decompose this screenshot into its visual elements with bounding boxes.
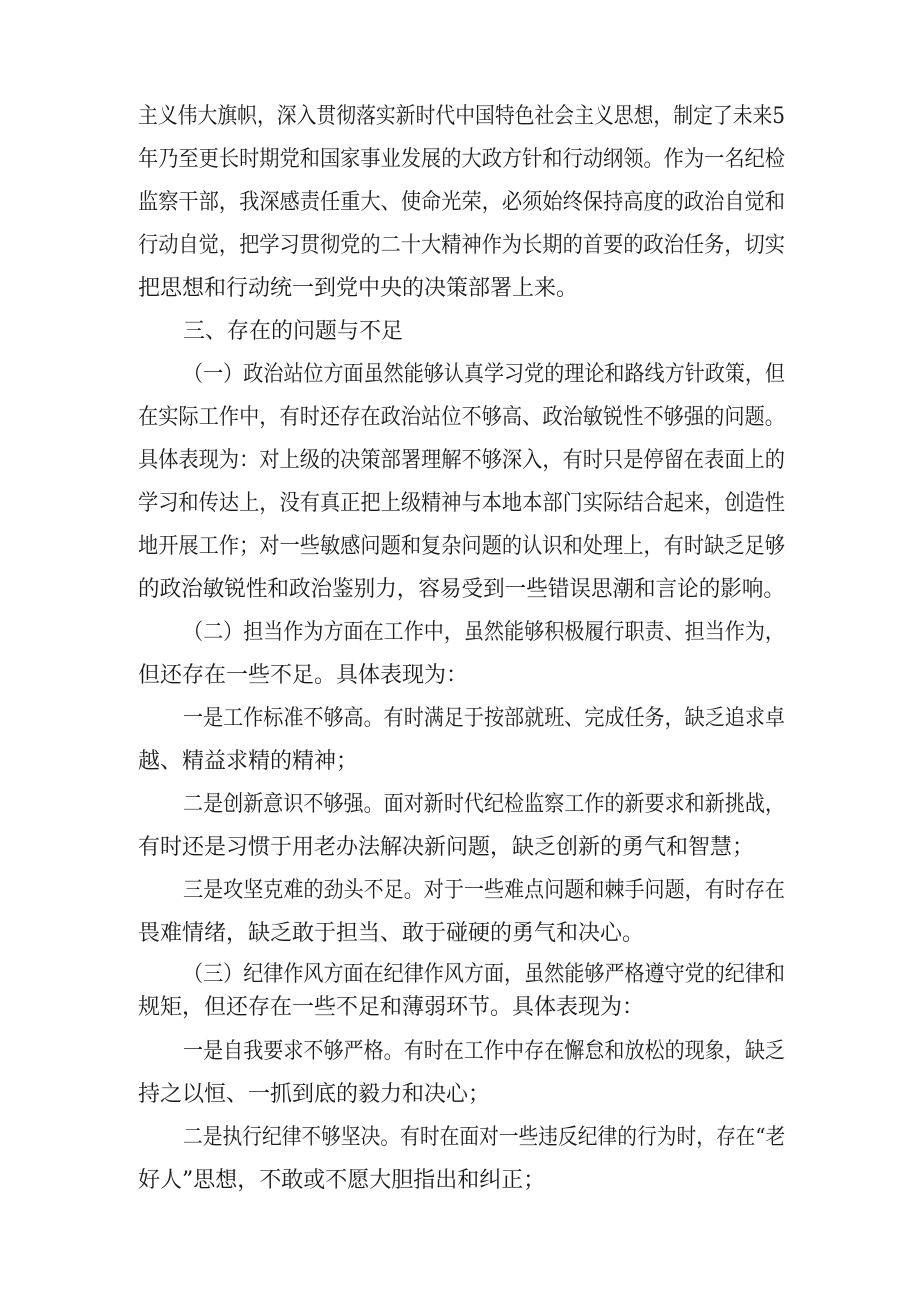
- text-line: 规矩，但还存在一些不足和薄弱环节。具体表现为：: [138, 995, 645, 1020]
- text-line: 行动自觉，把学习贯彻党的二十大精神作为长期的首要的政治任务，切实: [138, 233, 785, 258]
- text-line: 地开展工作；对一些敏感问题和复杂问题的认识和处理上，有时缺乏足够: [138, 534, 785, 559]
- text-line: 监察干部，我深感责任重大、使命光荣，必须始终保持高度的政治自觉和: [138, 190, 785, 215]
- text-line: 主义伟大旗帜，深入贯彻落实新时代中国特色社会主义思想，制定了未来5: [138, 104, 785, 129]
- paragraph-first-line: 一是工作标准不够高。有时满足于按部就班、完成任务，缺乏追求卓: [183, 706, 786, 731]
- text-line: 畏难情绪，缺乏敢于担当、敢于碰硬的勇气和决心。: [138, 921, 645, 946]
- paragraph-first-line: 一是自我要求不够严格。有时在工作中存在懈怠和放松的现象，缺乏: [183, 1039, 786, 1064]
- text-line: 具体表现为：对上级的决策部署理解不够深入，有时只是停留在表面上的: [138, 448, 785, 473]
- paragraph-first-line: （二）担当作为方面在工作中，虽然能够积极履行职责、担当作为，: [183, 620, 786, 645]
- text-line: 的政治敏锐性和政治鉴别力，容易受到一些错误思潮和言论的影响。: [138, 577, 786, 602]
- text-line: 年乃至更长时期党和国家事业发展的大政方针和行动纲领。作为一名纪检: [138, 147, 785, 172]
- paragraph-first-line: 三是攻坚克难的劲头不足。对于一些难点问题和棘手问题，有时存在: [183, 878, 786, 903]
- text-line: 但还存在一些不足。具体表现为：: [138, 663, 469, 688]
- section-heading: 三、存在的问题与不足: [183, 319, 404, 344]
- paragraph-first-line: （一）政治站位方面虽然能够认真学习党的理论和路线方针政策，但: [183, 362, 786, 387]
- paragraph-first-line: 二是创新意识不够强。面对新时代纪检监察工作的新要求和新挑战，: [183, 792, 786, 817]
- text-line: 学习和传达上，没有真正把上级精神与本地本部门实际结合起来，创造性: [138, 491, 785, 516]
- text-line: 持之以恒、一抓到底的毅力和决心；: [138, 1082, 491, 1107]
- paragraph-first-line: 二是执行纪律不够坚决。有时在面对一些违反纪律的行为时，存在“老: [183, 1125, 786, 1150]
- text-line: 越、精益求精的精神；: [138, 749, 359, 774]
- text-line: 在实际工作中，有时还存在政治站位不够高、政治敏锐性不够强的问题。: [138, 405, 785, 430]
- text-line: 把思想和行动统一到党中央的决策部署上来。: [138, 276, 579, 301]
- paragraph-first-line: （三）纪律作风方面在纪律作风方面，虽然能够严格遵守党的纪律和: [183, 962, 786, 987]
- text-line: 好人”思想，不敢或不愿大胆指出和纠正；: [138, 1168, 546, 1193]
- text-line: 有时还是习惯于用老办法解决新问题，缺乏创新的勇气和智慧；: [138, 835, 755, 860]
